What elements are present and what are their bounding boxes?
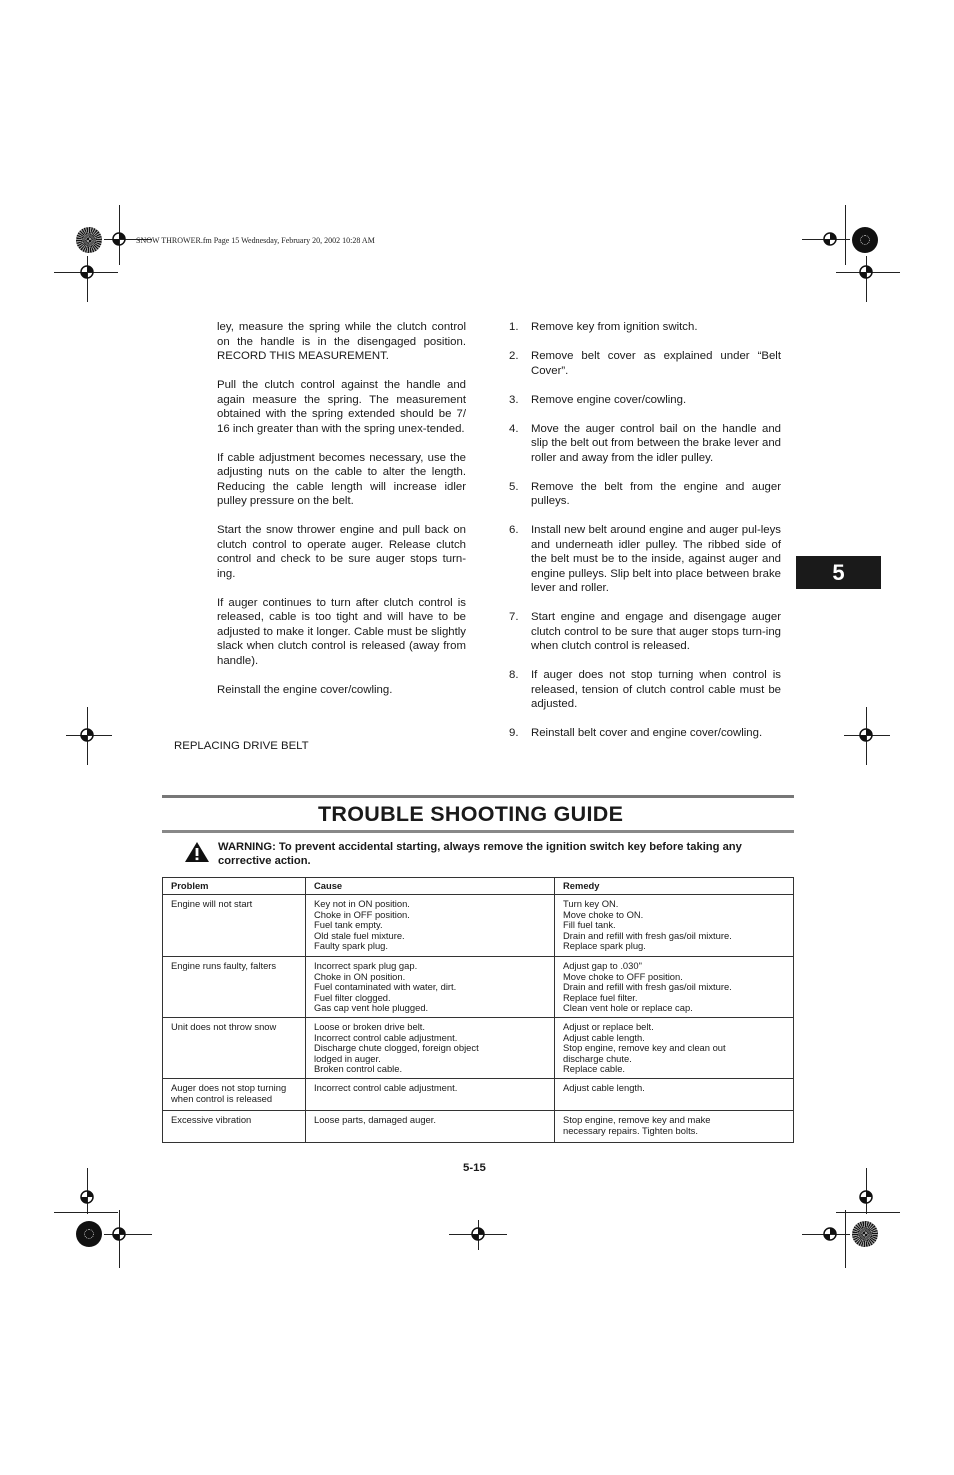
list-item: [509, 726, 781, 741]
registration-target-icon: [76, 1221, 102, 1247]
crosshair-registration-icon: [75, 1185, 99, 1209]
crosshair-registration-icon: [107, 1222, 131, 1246]
cell-line: Turn key ON.: [563, 898, 619, 910]
step-number: 8.: [509, 669, 519, 681]
column-header-problem: Problem: [163, 878, 306, 895]
table-row: [163, 1111, 794, 1143]
step-text: If auger does not stop turning when control is released, tension of clutch control cable must be adjusted.: [531, 669, 781, 710]
cell-line: Engine runs faulty, falters: [171, 960, 277, 972]
cell-line: Adjust gap to .030": [563, 960, 642, 972]
paragraph: If cable adjustment becomes necessary, use the adjusting nuts on the cable to alter the length. Reducing the cable length will increase idler pulley pressure on the belt.: [217, 451, 466, 507]
crosshair-registration-icon: [854, 260, 878, 284]
cell-line: lodged in auger.: [314, 1052, 381, 1064]
cell-line: Old stale fuel mixture.: [314, 929, 405, 941]
page-number: 5-15: [463, 1162, 486, 1174]
left-column: [217, 320, 466, 712]
list-item: [509, 422, 781, 466]
cell-line: Loose or broken drive belt.: [314, 1021, 426, 1033]
table-cell-problem: [163, 895, 306, 957]
cell-line: Broken control cable.: [314, 1063, 403, 1075]
cell-line: Incorrect control cable adjustment.: [314, 1082, 458, 1094]
cell-line: Stop engine, remove key and clean out: [563, 1042, 726, 1054]
cell-line: Drain and refill with fresh gas/oil mixture.: [563, 929, 732, 941]
list-item: [509, 393, 781, 408]
cell-line: Fill fuel tank.: [563, 919, 616, 931]
cell-line: Adjust cable length.: [563, 1082, 645, 1094]
cell-line: Incorrect spark plug gap.: [314, 960, 418, 972]
guide-title: TROUBLE SHOOTING GUIDE: [318, 802, 624, 826]
table-cell-remedy: [555, 1079, 794, 1111]
warning-text: WARNING: To prevent accidental starting, always remove the ignition switch key before taking any corrective action.: [218, 841, 742, 867]
file-info-header: SNOW THROWER.fm Page 15 Wednesday, February 20, 2002 10:28 AM: [136, 236, 375, 245]
step-number: 7.: [509, 611, 519, 623]
crosshair-registration-icon: [75, 260, 99, 284]
list-item: [509, 349, 781, 378]
table-cell-problem: [163, 957, 306, 1018]
step-number: 1.: [509, 321, 519, 333]
cell-line: Choke in ON position.: [314, 970, 406, 982]
paragraph: Start the snow thrower engine and pull back on clutch control to operate auger. Release clutch control and check to be sure auger stops turn-ing.: [217, 524, 466, 580]
step-text: Remove the belt from the engine and auger pulleys.: [531, 480, 781, 507]
table-cell-problem: [163, 1111, 306, 1143]
step-number: 5.: [509, 480, 519, 493]
cell-line: Fuel contaminated with water, dirt.: [314, 981, 457, 993]
cell-line: Engine will not start: [171, 898, 253, 910]
table-row: [163, 895, 794, 957]
trouble-shooting-guide: [162, 795, 794, 1143]
chapter-tab: 5: [796, 556, 881, 589]
step-number: 2.: [509, 350, 519, 362]
cell-line: Move choke to ON.: [563, 908, 644, 920]
starburst-registration-icon: [852, 1221, 878, 1247]
crosshair-registration-icon: [75, 723, 99, 747]
trouble-table: [162, 877, 794, 1143]
step-text: Remove engine cover/cowling.: [531, 393, 687, 406]
cell-line: Discharge chute clogged, foreign object: [314, 1042, 479, 1054]
divider: [162, 795, 794, 798]
table-cell-problem: [163, 1079, 306, 1111]
table-cell-remedy: [555, 1018, 794, 1079]
list-item: [509, 523, 781, 596]
crosshair-registration-icon: [466, 1222, 490, 1246]
cell-line: Gas cap vent hole plugged.: [314, 1002, 429, 1014]
step-text: Start engine and engage and disengage auger clutch control to be sure that auger stops turn-ing when clutch control is released.: [531, 611, 781, 652]
cell-line: Replace cable.: [563, 1063, 626, 1075]
table-cell-remedy: [555, 1111, 794, 1143]
cell-line: Clean vent hole or replace cap.: [563, 1002, 693, 1014]
step-list: [509, 320, 781, 755]
cell-line: Stop engine, remove key and make: [563, 1114, 711, 1126]
cell-line: Replace spark plug.: [563, 940, 646, 952]
step-number: 3.: [509, 393, 519, 406]
cell-line: Move choke to OFF position.: [563, 970, 683, 982]
table-cell-remedy: [555, 957, 794, 1018]
cell-line: necessary repairs. Tighten bolts.: [563, 1124, 698, 1136]
paragraph: Reinstall the engine cover/cowling.: [217, 683, 393, 696]
cell-line: Drain and refill with fresh gas/oil mixture.: [563, 981, 732, 993]
cell-line: Incorrect control cable adjustment.: [314, 1031, 458, 1043]
cell-line: Auger does not stop turning: [171, 1082, 287, 1094]
table-row: [163, 957, 794, 1018]
divider: [162, 830, 794, 833]
table-row: [163, 1079, 794, 1111]
step-text: Remove belt cover as explained under “Belt Cover”.: [531, 350, 781, 377]
cell-line: discharge chute.: [563, 1052, 632, 1064]
paragraph: ley, measure the spring while the clutch control on the handle is in the disengaged position. RECORD THIS MEASUREMENT.: [217, 321, 466, 362]
column-header-remedy: Remedy: [555, 878, 794, 895]
cell-line: Choke in OFF position.: [314, 908, 410, 920]
cell-line: Replace fuel filter.: [563, 991, 638, 1003]
table-header-row: [163, 878, 794, 895]
list-item: [509, 480, 781, 509]
table-cell-cause: [306, 957, 555, 1018]
warning-block: [162, 837, 794, 873]
crosshair-registration-icon: [854, 1185, 878, 1209]
step-text: Reinstall belt cover and engine cover/cowling.: [531, 727, 763, 739]
step-number: 4.: [509, 422, 519, 435]
cell-line: Faulty spark plug.: [314, 940, 388, 952]
step-number: 9.: [509, 727, 519, 739]
list-item: [509, 610, 781, 654]
table-cell-cause: [306, 1018, 555, 1079]
cell-line: Excessive vibration: [171, 1114, 252, 1126]
cell-line: Adjust cable length.: [563, 1031, 645, 1043]
table-cell-problem: [163, 1018, 306, 1079]
paragraph: If auger continues to turn after clutch control is released, cable is too tight and will have to be adjusted to make it longer. Cable must be slightly slack when clutch control is released (away from handle).: [217, 596, 466, 667]
list-item: [509, 320, 781, 335]
warning-triangle-icon: [184, 841, 210, 863]
starburst-registration-icon: [76, 227, 102, 253]
table-cell-remedy: [555, 895, 794, 957]
cell-line: Fuel tank empty.: [314, 919, 383, 931]
section-heading: REPLACING DRIVE BELT: [174, 740, 309, 752]
cell-line: Unit does not throw snow: [171, 1021, 277, 1033]
crosshair-registration-icon: [854, 723, 878, 747]
table-row: [163, 1018, 794, 1079]
cell-line: Loose parts, damaged auger.: [314, 1114, 436, 1126]
paragraph: Pull the clutch control against the handle and again measure the spring. The measurement obtained with the spring extended should be 7/ 16 inch greater than with the spring unex-tended.: [217, 379, 466, 435]
table-cell-cause: [306, 1079, 555, 1111]
cell-line: when control is released: [171, 1092, 273, 1104]
table-cell-cause: [306, 1111, 555, 1143]
step-text: Move the auger control bail on the handle and slip the belt out from between the brake lever and roller and away from the idler pulley.: [531, 422, 781, 464]
step-text: Remove key from ignition switch.: [531, 321, 698, 333]
step-number: 6.: [509, 524, 519, 536]
cell-line: Fuel filter clogged.: [314, 991, 391, 1003]
list-item: [509, 668, 781, 712]
crosshair-registration-icon: [818, 1222, 842, 1246]
registration-target-icon: [852, 227, 878, 253]
column-header-cause: Cause: [306, 878, 555, 895]
crosshair-registration-icon: [107, 227, 131, 251]
step-text: Install new belt around engine and auger pul-leys and underneath idler pulley. The ribbed side of the belt must be to the inside, against auger and engine pulleys. Slip belt into place between brake lever and roller.: [531, 524, 781, 594]
table-cell-cause: [306, 895, 555, 957]
cell-line: Key not in ON position.: [314, 898, 410, 910]
cell-line: Adjust or replace belt.: [563, 1021, 654, 1033]
crosshair-registration-icon: [818, 227, 842, 251]
